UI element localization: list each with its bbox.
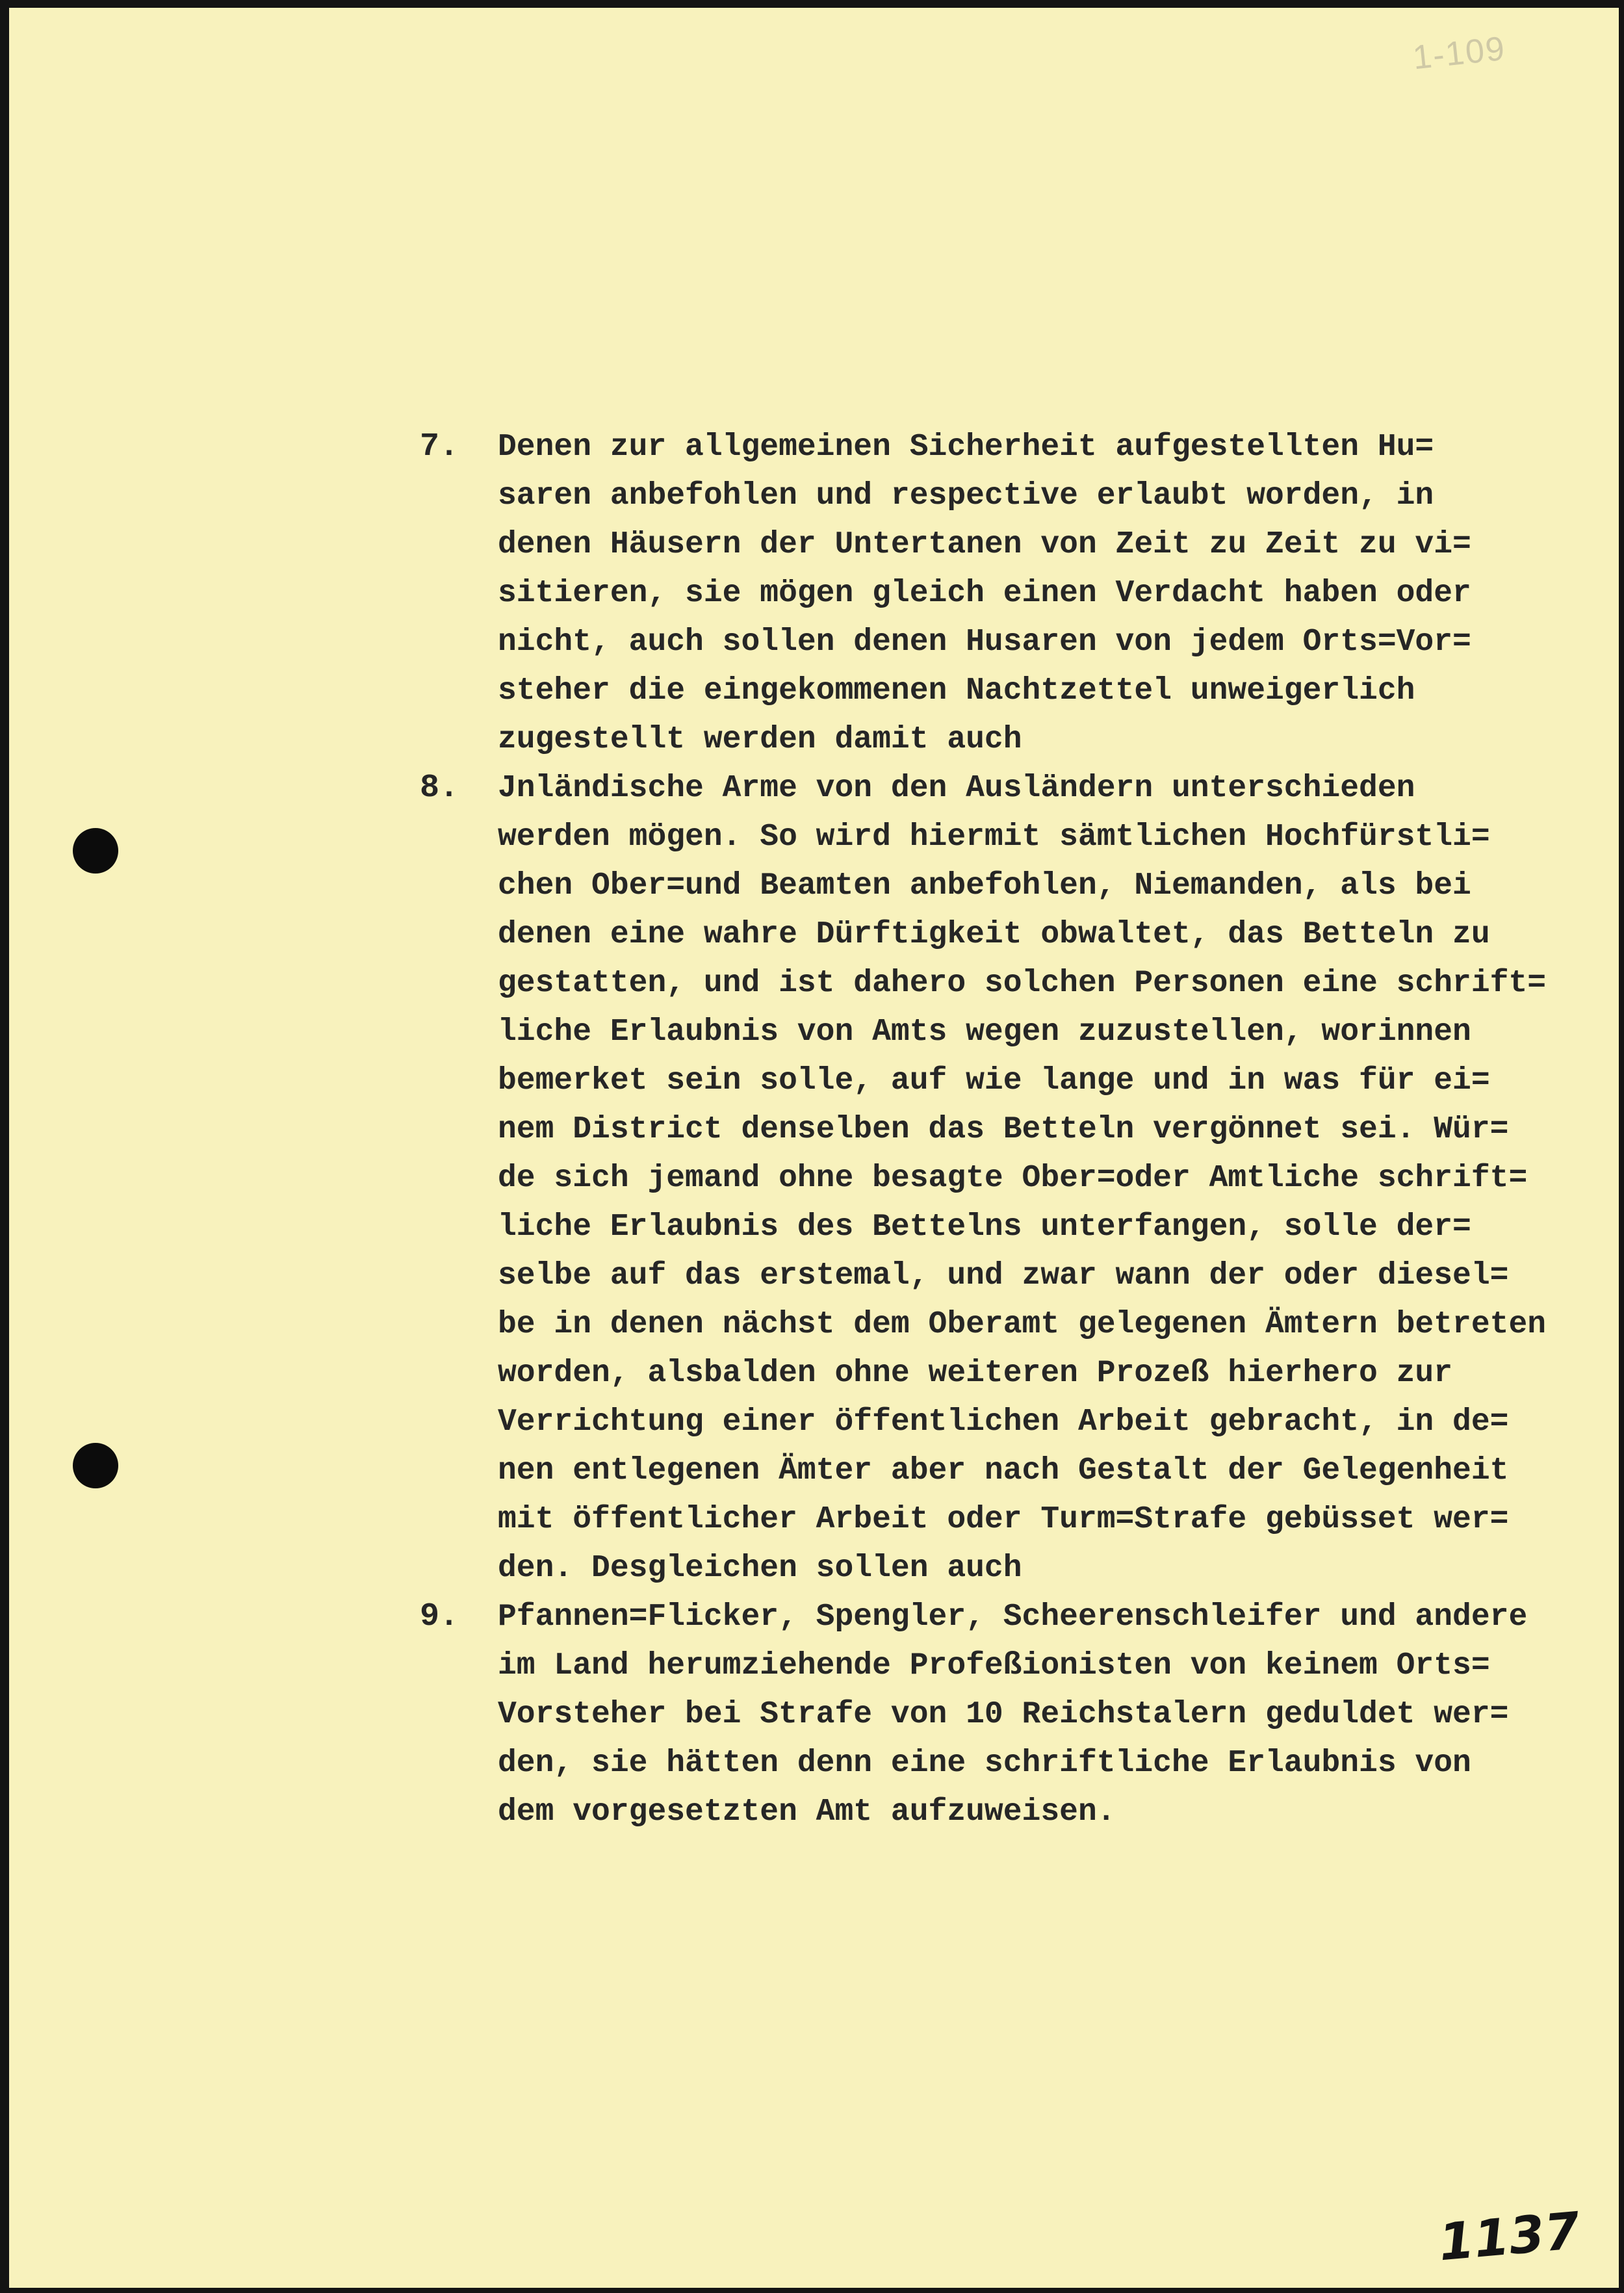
text-line: chen Ober=und Beamten anbefohlen, Niemanden, als bei xyxy=(498,868,1471,903)
text-line: saren anbefohlen und respective erlaubt worden, in xyxy=(498,478,1434,513)
text-line: werden mögen. So wird hiermit sämtlichen Hochfürstli= xyxy=(498,820,1490,855)
text-line: gestatten, und ist dahero solchen Personen eine schrift= xyxy=(498,966,1547,1001)
text-line: nen entlegenen Ämter aber nach Gestalt der Gelegenheit xyxy=(498,1453,1509,1488)
text-line: denen eine wahre Dürftigkeit obwaltet, das Betteln zu xyxy=(498,917,1490,952)
item-number: 8. xyxy=(420,770,459,807)
text-line: denen Häusern der Untertanen von Zeit zu Zeit zu vi= xyxy=(498,527,1471,562)
text-line: Vorsteher bei Strafe von 10 Reichstalern geduldet wer= xyxy=(498,1697,1509,1732)
text-line: den, sie hätten denn eine schriftliche Erlaubnis von xyxy=(498,1746,1471,1781)
text-line: de sich jemand ohne besagte Ober=oder Amtliche schrift= xyxy=(498,1161,1528,1196)
pencil-reference-note: 1-109 xyxy=(1411,29,1508,77)
item-number: 7. xyxy=(420,428,459,465)
text-line: mit öffentlicher Arbeit oder Turm=Strafe gebüsset wer= xyxy=(498,1502,1509,1537)
text-line: steher die eingekommenen Nachtzettel unweigerlich xyxy=(498,673,1415,708)
text-line: den. Desgleichen sollen auch xyxy=(498,1551,1022,1586)
document-body xyxy=(9,8,1619,2288)
text-line: nem District denselben das Betteln vergönnet sei. Wür= xyxy=(498,1112,1509,1147)
text-line: dem vorgesetzten Amt aufzuweisen. xyxy=(498,1794,1116,1830)
text-line: Pfannen=Flicker, Spengler, Scheerenschleifer und andere xyxy=(498,1600,1528,1635)
text-line: liche Erlaubnis von Amts wegen zuzustellen, worinnen xyxy=(498,1015,1471,1050)
text-line: nicht, auch sollen denen Husaren von jedem Orts=Vor= xyxy=(498,625,1471,660)
folio-number: 1137 xyxy=(1436,2201,1582,2273)
text-line: sitieren, sie mögen gleich einen Verdacht haben oder xyxy=(498,576,1471,611)
text-line: bemerket sein solle, auf wie lange und in was für ei= xyxy=(498,1063,1490,1098)
text-line: im Land herumziehende Profeßionisten von keinem Orts= xyxy=(498,1648,1490,1683)
item-number: 9. xyxy=(420,1598,459,1635)
text-line: Jnländische Arme von den Ausländern unterschieden xyxy=(498,771,1415,806)
text-line: Denen zur allgemeinen Sicherheit aufgestellten Hu= xyxy=(498,430,1434,465)
text-line: Verrichtung einer öffentlichen Arbeit gebracht, in de= xyxy=(498,1405,1509,1440)
text-line: be in denen nächst dem Oberamt gelegenen Ämtern betreten xyxy=(498,1307,1547,1342)
text-line: zugestellt werden damit auch xyxy=(498,722,1022,757)
text-line: selbe auf das erstemal, und zwar wann der oder diesel= xyxy=(498,1258,1509,1293)
text-line: worden, alsbalden ohne weiteren Prozeß hierhero zur xyxy=(498,1356,1453,1391)
text-line: liche Erlaubnis des Bettelns unterfangen, solle der= xyxy=(498,1210,1471,1245)
document-page xyxy=(9,8,1619,2288)
